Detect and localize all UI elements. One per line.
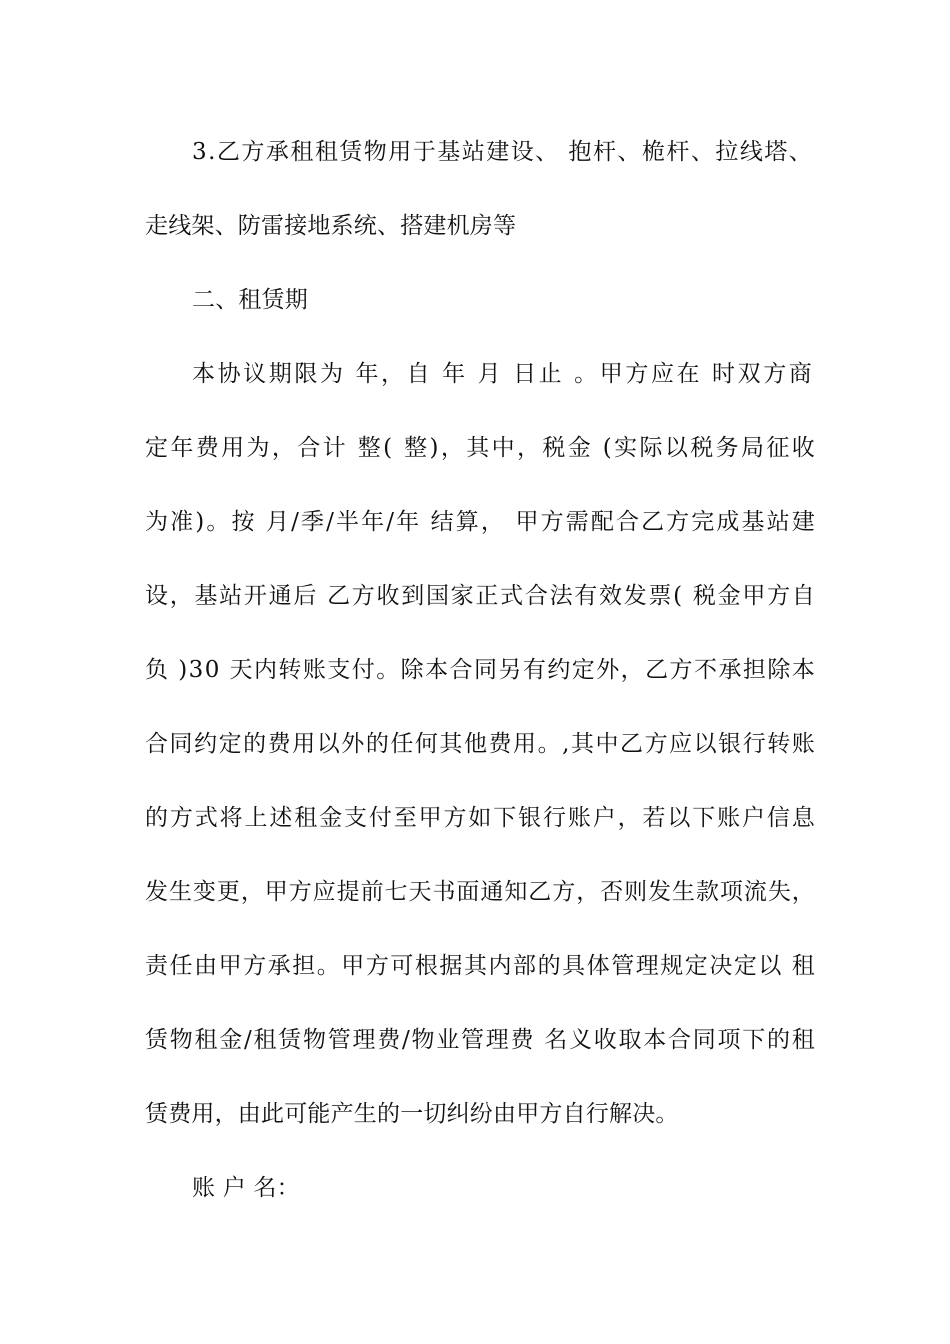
account-name-label: 账 户 名： bbox=[192, 1175, 300, 1201]
lease-term-line-5: 负 )30 天内转账支付。除本合同另有约定外，乙方不承担除本 bbox=[145, 657, 817, 683]
lease-term-line-11: 赁费用，由此可能产生的一切纠纷由甲方自行解决。 bbox=[145, 1101, 679, 1127]
lease-term-line-8: 发生变更，甲方应提前七天书面通知乙方，否则发生款项流失， bbox=[145, 879, 816, 905]
lease-term-line-4: 设，基站开通后 乙方收到国家正式合法有效发票( 税金甲方自 bbox=[145, 583, 817, 609]
lease-term-line-7: 的方式将上述租金支付至甲方如下银行账户，若以下账户信息 bbox=[145, 805, 817, 831]
clause-3-line-1: 3.乙方承租租赁物用于基站建设、 抱杆、桅杆、拉线塔、 bbox=[192, 139, 814, 165]
lease-term-line-10: 赁物租金/租赁物管理费/物业管理费 名义收取本合同项下的租 bbox=[145, 1027, 817, 1053]
lease-term-line-6: 合同约定的费用以外的任何其他费用。,其中乙方应以银行转账 bbox=[145, 731, 817, 757]
lease-term-line-2: 定年费用为，合计 整( 整)，其中，税金 (实际以税务局征收 bbox=[145, 435, 818, 461]
section-heading-lease-term: 二、租赁期 bbox=[192, 287, 308, 313]
lease-term-line-3: 为准)。按 月/季/半年/年 结算， 甲方需配合乙方完成基站建 bbox=[145, 509, 817, 535]
clause-3-line-2: 走线架、防雷接地系统、搭建机房等 bbox=[145, 213, 517, 239]
lease-term-line-9: 责任由甲方承担。甲方可根据其内部的具体管理规定决定以 租 bbox=[145, 953, 817, 979]
lease-term-line-1: 本协议期限为 年，自 年 月 日止 。甲方应在 时双方商 bbox=[192, 361, 815, 387]
